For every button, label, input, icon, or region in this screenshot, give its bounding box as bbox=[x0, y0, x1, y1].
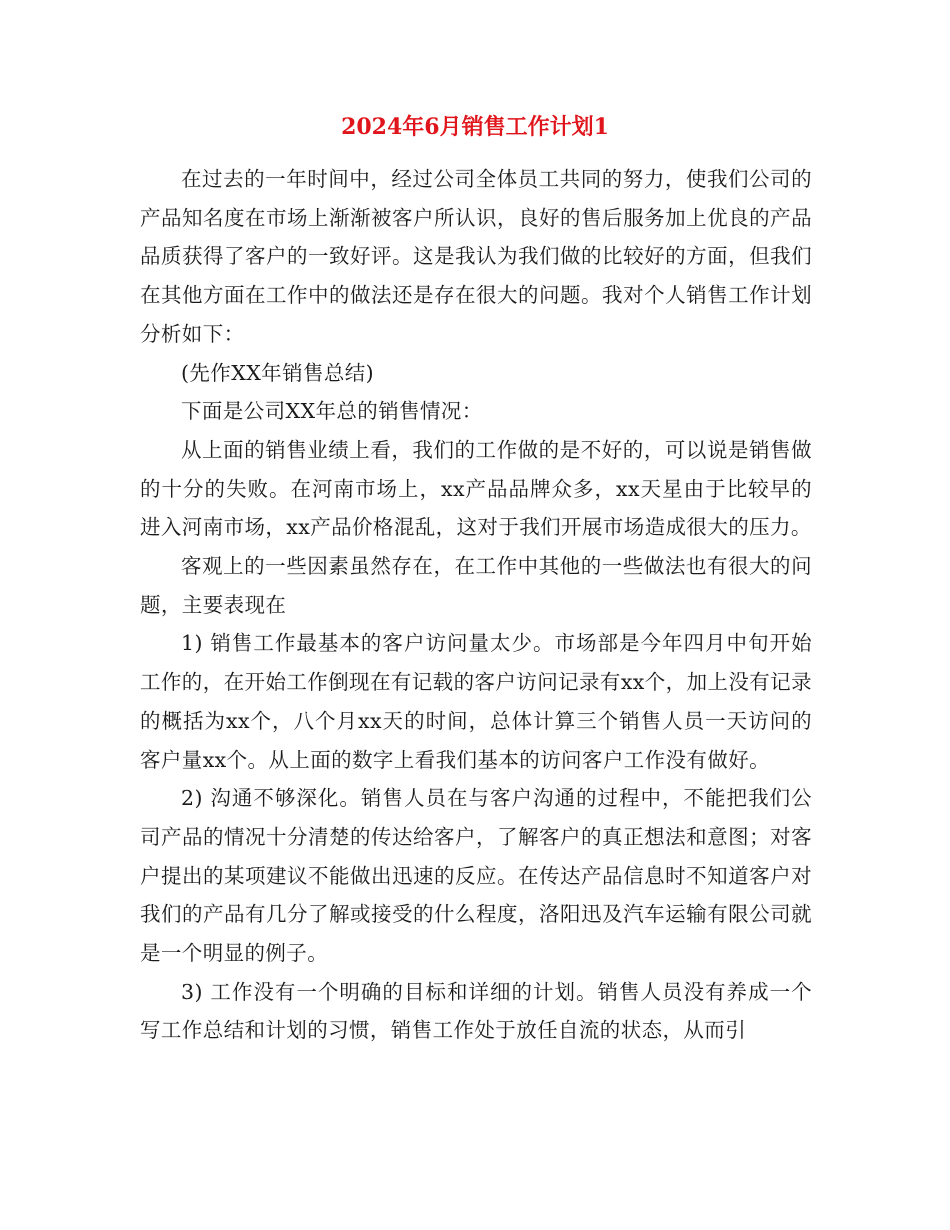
document-body bbox=[140, 160, 812, 1050]
paragraph-item-2: 2) 沟通不够深化。销售人员在与客户沟通的过程中，不能把我们公司产品的情况十分清楚的传达给客户，了解客户的真正想法和意图；对客户提出的某项建议不能做出迅速的反应。在传达产品信息时不知道客户对我们的产品有几分了解或接受的什么程度，洛阳迅及汽车运输有限公司就是一个明显的例子。 bbox=[140, 786, 812, 966]
paragraph-problems: 客观上的一些因素虽然存在，在工作中其他的一些做法也有很大的问题，主要表现在 bbox=[140, 554, 812, 617]
paragraph-sales-overview: 下面是公司XX年总的销售情况： bbox=[181, 399, 483, 424]
paragraph-summary-note: (先作XX年销售总结) bbox=[181, 360, 375, 385]
paragraph-item-3: 3) 工作没有一个明确的目标和详细的计划。销售人员没有养成一个写工作总结和计划的习惯，销售工作处于放任自流的状态，从而引 bbox=[140, 979, 812, 1043]
paragraph-intro: 在过去的一年时间中，经过公司全体员工共同的努力，使我们公司的产品知名度在市场上渐渐被客户所认识，良好的售后服务加上优良的产品品质获得了客户的一致好评。这是我认为我们做的比较好的方面，但我们在其他方面在工作中的做法还是存在很大的问题。我对个人销售工作计划分析如下： bbox=[140, 167, 812, 346]
paragraph-item-1: 1) 销售工作最基本的客户访问量太少。市场部是今年四月中旬开始工作的，在开始工作倒现在有记载的客户访问记录有xx个，加上没有记录的概括为xx个，八个月xx天的时间，总体计算三个销售人员一天访问的客户量xx个。从上面的数字上看我们基本的访问客户工作没有做好。 bbox=[140, 631, 812, 772]
document-title: 2024年6月销售工作计划1 bbox=[341, 114, 609, 140]
paragraph-performance: 从上面的销售业绩上看，我们的工作做的是不好的，可以说是销售做的十分的失败。在河南市场上，xx产品品牌众多，xx天星由于比较早的进入河南市场，xx产品价格混乱，这对于我们开展市场造成很大的压力。 bbox=[140, 437, 812, 540]
